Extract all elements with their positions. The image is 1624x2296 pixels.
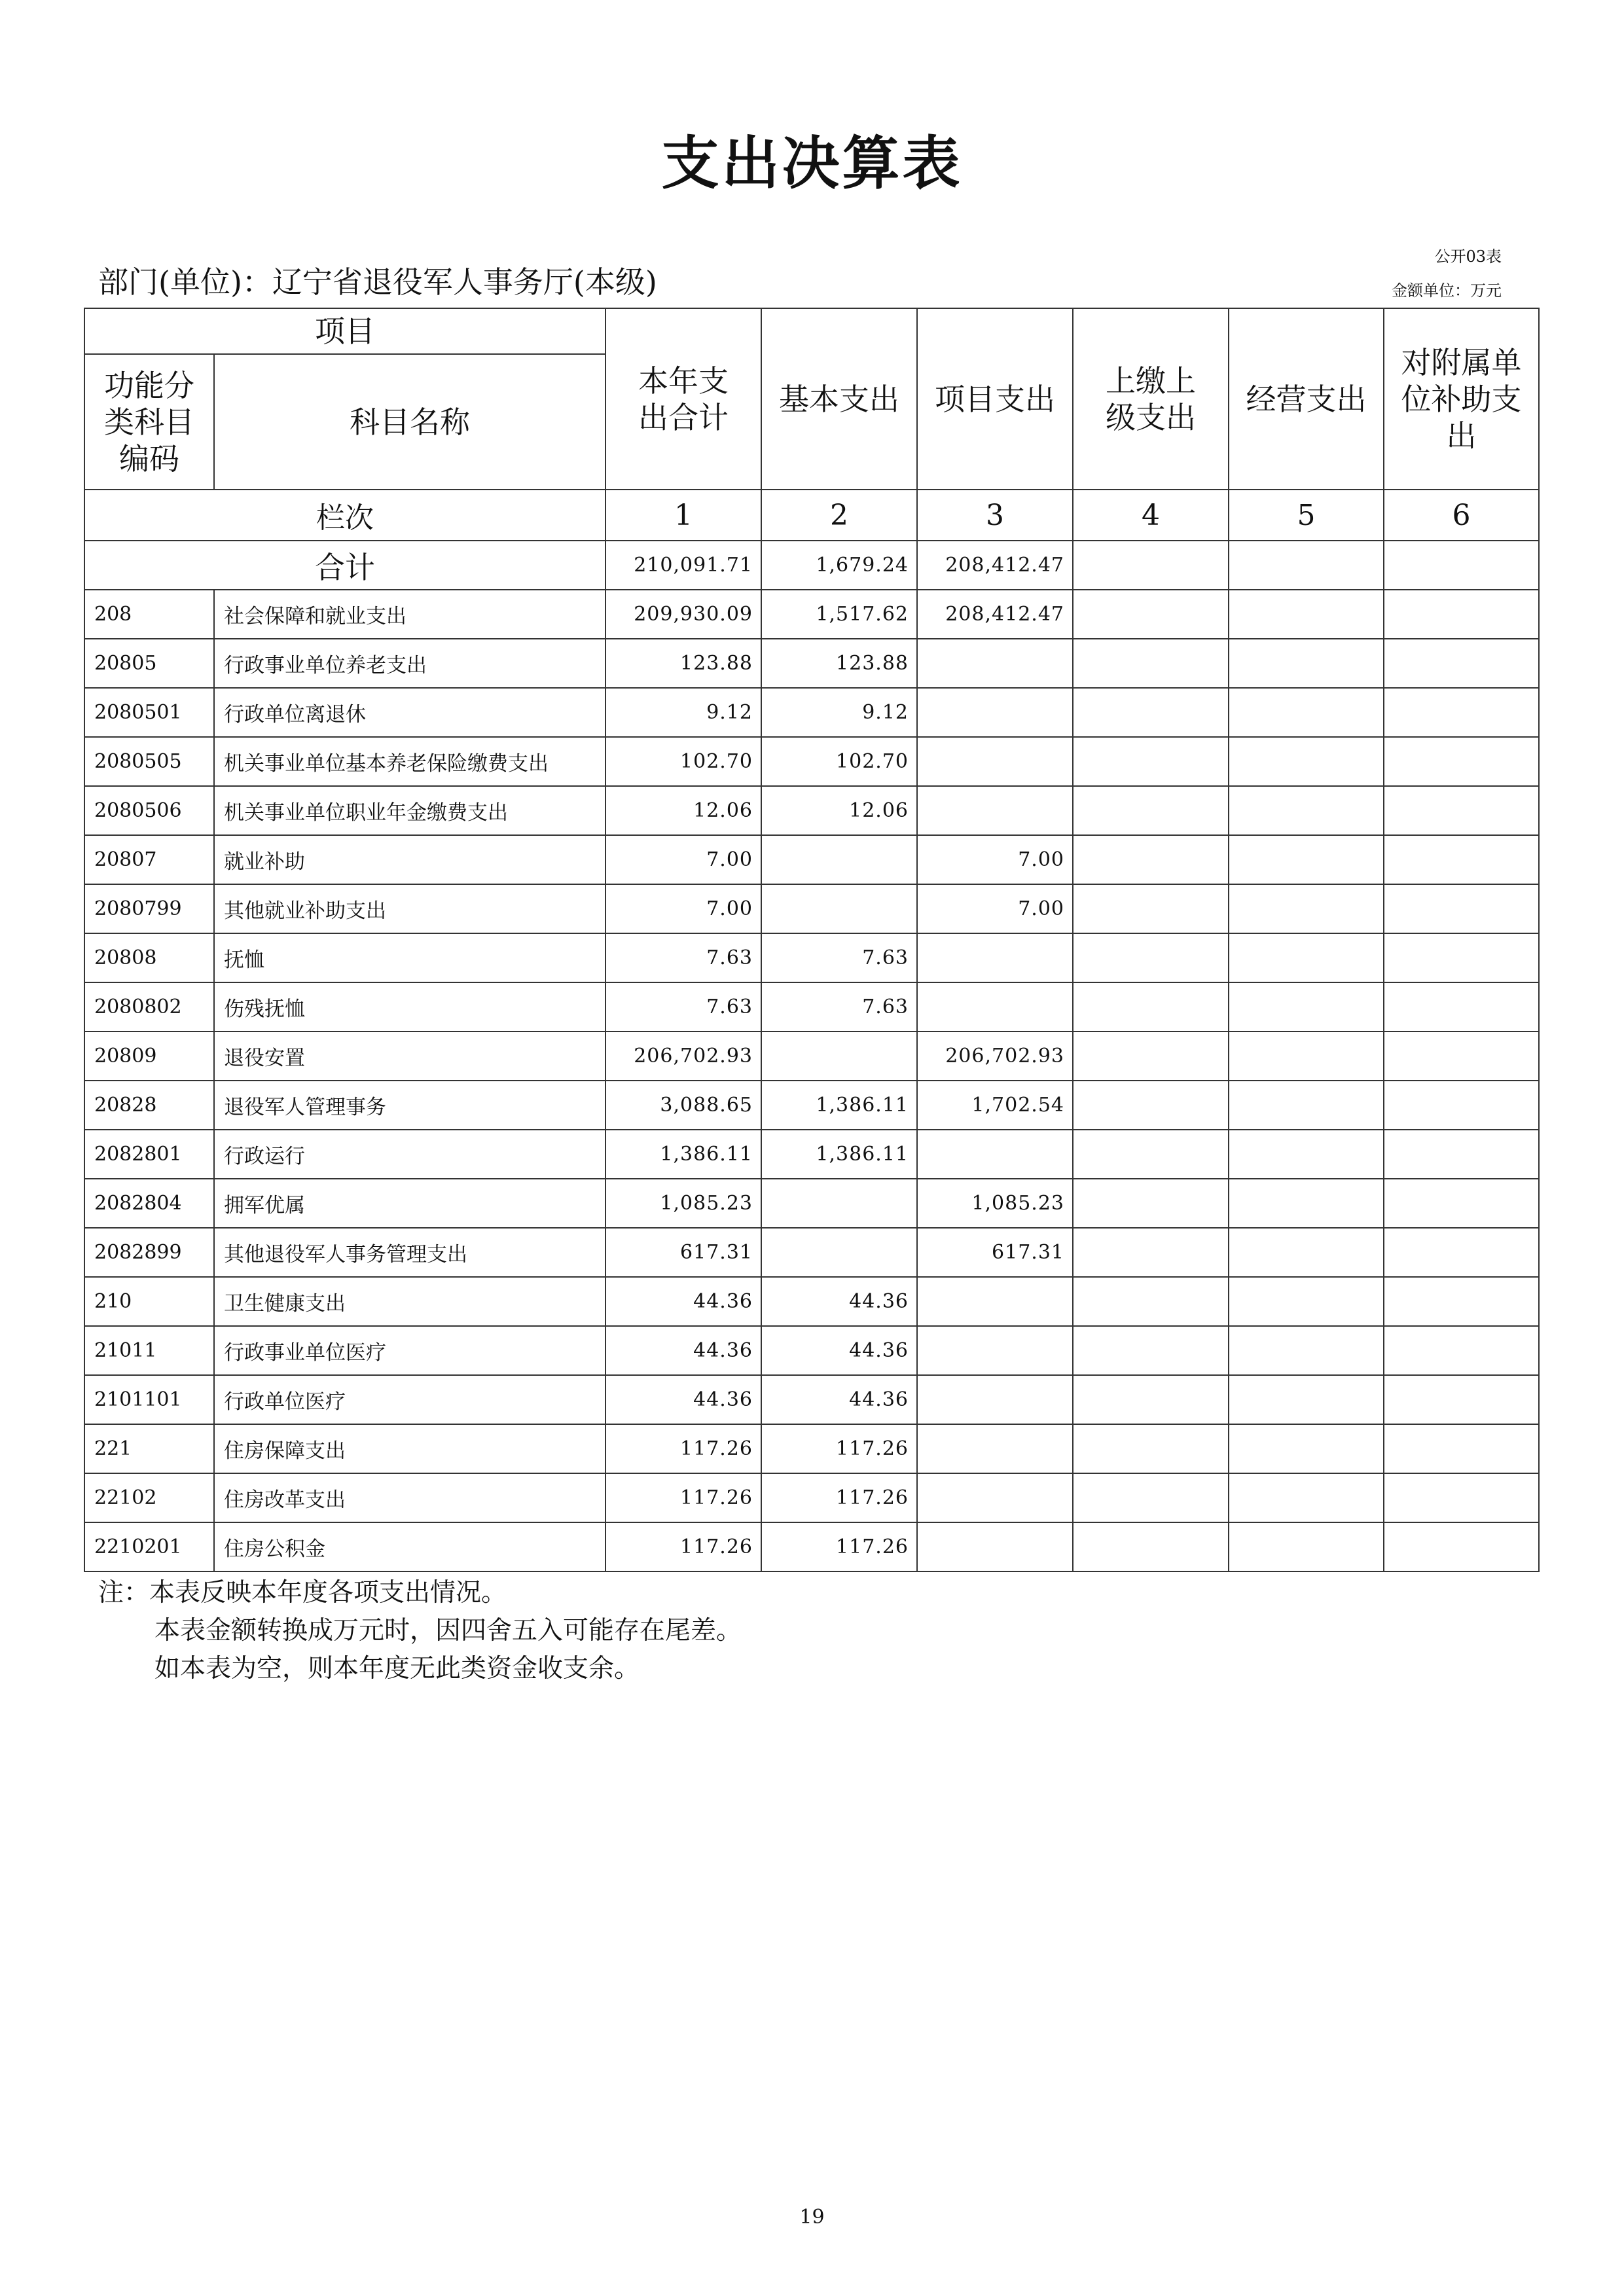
row-project: 208,412.47: [917, 590, 1073, 639]
row-business: [1229, 1228, 1384, 1277]
row-subsidy: [1384, 982, 1539, 1031]
row-project: [917, 1326, 1073, 1375]
row-code: 20808: [84, 933, 214, 982]
row-business: [1229, 786, 1384, 835]
row-project: [917, 1375, 1073, 1424]
row-basic: 7.63: [761, 933, 917, 982]
table-row: [84, 1228, 1539, 1277]
row-project: [917, 786, 1073, 835]
row-total: 117.26: [605, 1522, 761, 1571]
row-upper: [1073, 1326, 1229, 1375]
row-basic: 123.88: [761, 639, 917, 688]
row-code: 210: [84, 1277, 214, 1326]
row-project: [917, 1522, 1073, 1571]
row-upper: [1073, 1277, 1229, 1326]
row-total: 7.63: [605, 933, 761, 982]
row-code: 20809: [84, 1031, 214, 1081]
row-upper: [1073, 982, 1229, 1031]
row-basic: 1,386.11: [761, 1081, 917, 1130]
row-basic: 44.36: [761, 1277, 917, 1326]
total-cell: [1384, 541, 1539, 590]
note-line: 本表金额转换成万元时，因四舍五入可能存在尾差。: [154, 1616, 742, 1645]
row-name: 行政单位医疗: [214, 1375, 605, 1424]
row-upper: [1073, 1424, 1229, 1473]
row-code: 20828: [84, 1081, 214, 1130]
row-name: 伤残抚恤: [214, 982, 605, 1031]
row-subsidy: [1384, 1228, 1539, 1277]
row-project: 206,702.93: [917, 1031, 1073, 1081]
row-business: [1229, 1522, 1384, 1571]
table-row: [84, 1081, 1539, 1130]
row-subsidy: [1384, 1326, 1539, 1375]
row-total: 123.88: [605, 639, 761, 688]
table-row: [84, 1277, 1539, 1326]
row-name: 退役军人管理事务: [214, 1081, 605, 1130]
note-line: 如本表为空，则本年度无此类资金收支余。: [154, 1654, 640, 1683]
form-code: 公开03表: [1434, 247, 1502, 266]
table-row: [84, 933, 1539, 982]
row-upper: [1073, 1179, 1229, 1228]
row-name: 行政单位离退休: [214, 688, 605, 737]
row-business: [1229, 737, 1384, 786]
col-number: 1: [605, 490, 761, 541]
row-total: 12.06: [605, 786, 761, 835]
row-business: [1229, 1031, 1384, 1081]
row-subsidy: [1384, 1375, 1539, 1424]
row-business: [1229, 1424, 1384, 1473]
row-subsidy: [1384, 1277, 1539, 1326]
row-upper: [1073, 737, 1229, 786]
row-name: 其他就业补助支出: [214, 884, 605, 933]
row-basic: 117.26: [761, 1522, 917, 1571]
header-project: 项目支出: [917, 308, 1073, 490]
row-upper: [1073, 786, 1229, 835]
row-subsidy: [1384, 1031, 1539, 1081]
row-total: 44.36: [605, 1375, 761, 1424]
row-code: 2210201: [84, 1522, 214, 1571]
amount-unit: 金额单位：万元: [1392, 281, 1502, 300]
row-subsidy: [1384, 1522, 1539, 1571]
row-project: 1,702.54: [917, 1081, 1073, 1130]
row-name: 退役安置: [214, 1031, 605, 1081]
row-upper: [1073, 590, 1229, 639]
row-subsidy: [1384, 1081, 1539, 1130]
row-business: [1229, 688, 1384, 737]
row-name: 抚恤: [214, 933, 605, 982]
header-item: 项目: [84, 308, 605, 354]
row-subsidy: [1384, 933, 1539, 982]
row-business: [1229, 835, 1384, 884]
row-basic: [761, 835, 917, 884]
row-name: 行政运行: [214, 1130, 605, 1179]
row-subsidy: [1384, 737, 1539, 786]
row-name: 行政事业单位养老支出: [214, 639, 605, 688]
table-row: [84, 1130, 1539, 1179]
row-upper: [1073, 1375, 1229, 1424]
row-total: 1,085.23: [605, 1179, 761, 1228]
row-code: 208: [84, 590, 214, 639]
row-name: 卫生健康支出: [214, 1277, 605, 1326]
row-upper: [1073, 1522, 1229, 1571]
row-project: [917, 933, 1073, 982]
row-upper: [1073, 1228, 1229, 1277]
row-total: 102.70: [605, 737, 761, 786]
row-basic: 12.06: [761, 786, 917, 835]
row-name: 拥军优属: [214, 1179, 605, 1228]
header-upper: 上缴上级支出: [1073, 308, 1229, 490]
row-code: 20805: [84, 639, 214, 688]
row-total: 206,702.93: [605, 1031, 761, 1081]
col-number: 5: [1229, 490, 1384, 541]
row-business: [1229, 590, 1384, 639]
row-project: [917, 1473, 1073, 1522]
total-cell: [1229, 541, 1384, 590]
expenditure-table: [84, 308, 1540, 1572]
note-line: 注：本表反映本年度各项支出情况。: [98, 1578, 507, 1607]
table-row: [84, 1326, 1539, 1375]
row-code: 2080802: [84, 982, 214, 1031]
row-code: 2101101: [84, 1375, 214, 1424]
table-row: [84, 1522, 1539, 1571]
header-business: 经营支出: [1229, 308, 1384, 490]
row-upper: [1073, 1473, 1229, 1522]
header-func-code: 功能分类科目编码: [84, 354, 214, 490]
row-total: 117.26: [605, 1473, 761, 1522]
table-row: [84, 737, 1539, 786]
col-number: 3: [917, 490, 1073, 541]
row-total: 44.36: [605, 1326, 761, 1375]
header-subject-name: 科目名称: [214, 354, 605, 490]
table-row: [84, 590, 1539, 639]
table-row: [84, 639, 1539, 688]
total-cell: 1,679.24: [761, 541, 917, 590]
row-project: 617.31: [917, 1228, 1073, 1277]
row-name: 就业补助: [214, 835, 605, 884]
table-row: [84, 688, 1539, 737]
row-basic: 1,517.62: [761, 590, 917, 639]
row-project: [917, 1424, 1073, 1473]
row-name: 社会保障和就业支出: [214, 590, 605, 639]
table-row: [84, 1031, 1539, 1081]
row-business: [1229, 1375, 1384, 1424]
page-title: 支出决算表: [661, 130, 963, 197]
row-name: 住房改革支出: [214, 1473, 605, 1522]
row-basic: 7.63: [761, 982, 917, 1031]
row-name: 住房保障支出: [214, 1424, 605, 1473]
total-row: [84, 541, 1539, 590]
row-basic: 44.36: [761, 1326, 917, 1375]
row-total: 3,088.65: [605, 1081, 761, 1130]
row-subsidy: [1384, 688, 1539, 737]
row-total: 617.31: [605, 1228, 761, 1277]
row-business: [1229, 1179, 1384, 1228]
row-basic: [761, 1228, 917, 1277]
row-business: [1229, 1277, 1384, 1326]
table-row: [84, 786, 1539, 835]
row-subsidy: [1384, 786, 1539, 835]
row-upper: [1073, 1031, 1229, 1081]
row-business: [1229, 1473, 1384, 1522]
row-business: [1229, 1081, 1384, 1130]
row-total: 117.26: [605, 1424, 761, 1473]
row-business: [1229, 884, 1384, 933]
row-name: 机关事业单位职业年金缴费支出: [214, 786, 605, 835]
table-row: [84, 835, 1539, 884]
row-upper: [1073, 688, 1229, 737]
row-code: 2080506: [84, 786, 214, 835]
row-total: 7.00: [605, 884, 761, 933]
table-row: [84, 1179, 1539, 1228]
col-number: 4: [1073, 490, 1229, 541]
col-number: 2: [761, 490, 917, 541]
row-code: 22102: [84, 1473, 214, 1522]
row-code: 221: [84, 1424, 214, 1473]
row-basic: [761, 1179, 917, 1228]
row-subsidy: [1384, 1179, 1539, 1228]
row-code: 2080799: [84, 884, 214, 933]
row-upper: [1073, 1130, 1229, 1179]
row-code: 21011: [84, 1326, 214, 1375]
row-project: [917, 1277, 1073, 1326]
row-subsidy: [1384, 1130, 1539, 1179]
row-project: [917, 1130, 1073, 1179]
department-label: 部门(单位)：辽宁省退役军人事务厅(本级): [98, 264, 657, 300]
row-name: 其他退役军人事务管理支出: [214, 1228, 605, 1277]
row-basic: 1,386.11: [761, 1130, 917, 1179]
row-code: 20807: [84, 835, 214, 884]
row-basic: 117.26: [761, 1424, 917, 1473]
row-business: [1229, 1326, 1384, 1375]
row-upper: [1073, 1081, 1229, 1130]
header-total: 本年支出合计: [605, 308, 761, 490]
row-subsidy: [1384, 835, 1539, 884]
row-code: 2080501: [84, 688, 214, 737]
row-business: [1229, 1130, 1384, 1179]
table-row: [84, 1375, 1539, 1424]
row-code: 2082801: [84, 1130, 214, 1179]
row-name: 住房公积金: [214, 1522, 605, 1571]
row-code: 2080505: [84, 737, 214, 786]
row-business: [1229, 639, 1384, 688]
header-basic: 基本支出: [761, 308, 917, 490]
row-project: [917, 688, 1073, 737]
row-basic: 9.12: [761, 688, 917, 737]
total-cell: 210,091.71: [605, 541, 761, 590]
row-name: 机关事业单位基本养老保险缴费支出: [214, 737, 605, 786]
table-row: [84, 982, 1539, 1031]
row-basic: [761, 1031, 917, 1081]
row-subsidy: [1384, 639, 1539, 688]
row-project: [917, 982, 1073, 1031]
table-row: [84, 1424, 1539, 1473]
row-project: [917, 737, 1073, 786]
page-number: 19: [799, 2206, 825, 2229]
table-row: [84, 884, 1539, 933]
row-subsidy: [1384, 1424, 1539, 1473]
row-business: [1229, 933, 1384, 982]
row-project: 7.00: [917, 884, 1073, 933]
row-upper: [1073, 884, 1229, 933]
row-business: [1229, 982, 1384, 1031]
header-subsidy: 对附属单位补助支出: [1384, 308, 1539, 490]
row-basic: 102.70: [761, 737, 917, 786]
row-upper: [1073, 639, 1229, 688]
row-total: 9.12: [605, 688, 761, 737]
row-total: 1,386.11: [605, 1130, 761, 1179]
row-total: 7.63: [605, 982, 761, 1031]
col-number: 6: [1384, 490, 1539, 541]
row-total: 7.00: [605, 835, 761, 884]
total-cell: 208,412.47: [917, 541, 1073, 590]
total-label: 合计: [84, 541, 605, 590]
row-basic: [761, 884, 917, 933]
row-subsidy: [1384, 1473, 1539, 1522]
row-name: 行政事业单位医疗: [214, 1326, 605, 1375]
row-upper: [1073, 835, 1229, 884]
row-subsidy: [1384, 590, 1539, 639]
row-upper: [1073, 933, 1229, 982]
row-basic: 117.26: [761, 1473, 917, 1522]
row-basic: 44.36: [761, 1375, 917, 1424]
row-index-label: 栏次: [84, 490, 605, 541]
total-cell: [1073, 541, 1229, 590]
row-total: 44.36: [605, 1277, 761, 1326]
notes: [98, 1574, 742, 1688]
row-total: 209,930.09: [605, 590, 761, 639]
row-code: 2082899: [84, 1228, 214, 1277]
row-code: 2082804: [84, 1179, 214, 1228]
row-project: 7.00: [917, 835, 1073, 884]
row-project: [917, 639, 1073, 688]
row-project: 1,085.23: [917, 1179, 1073, 1228]
row-subsidy: [1384, 884, 1539, 933]
table-row: [84, 1473, 1539, 1522]
